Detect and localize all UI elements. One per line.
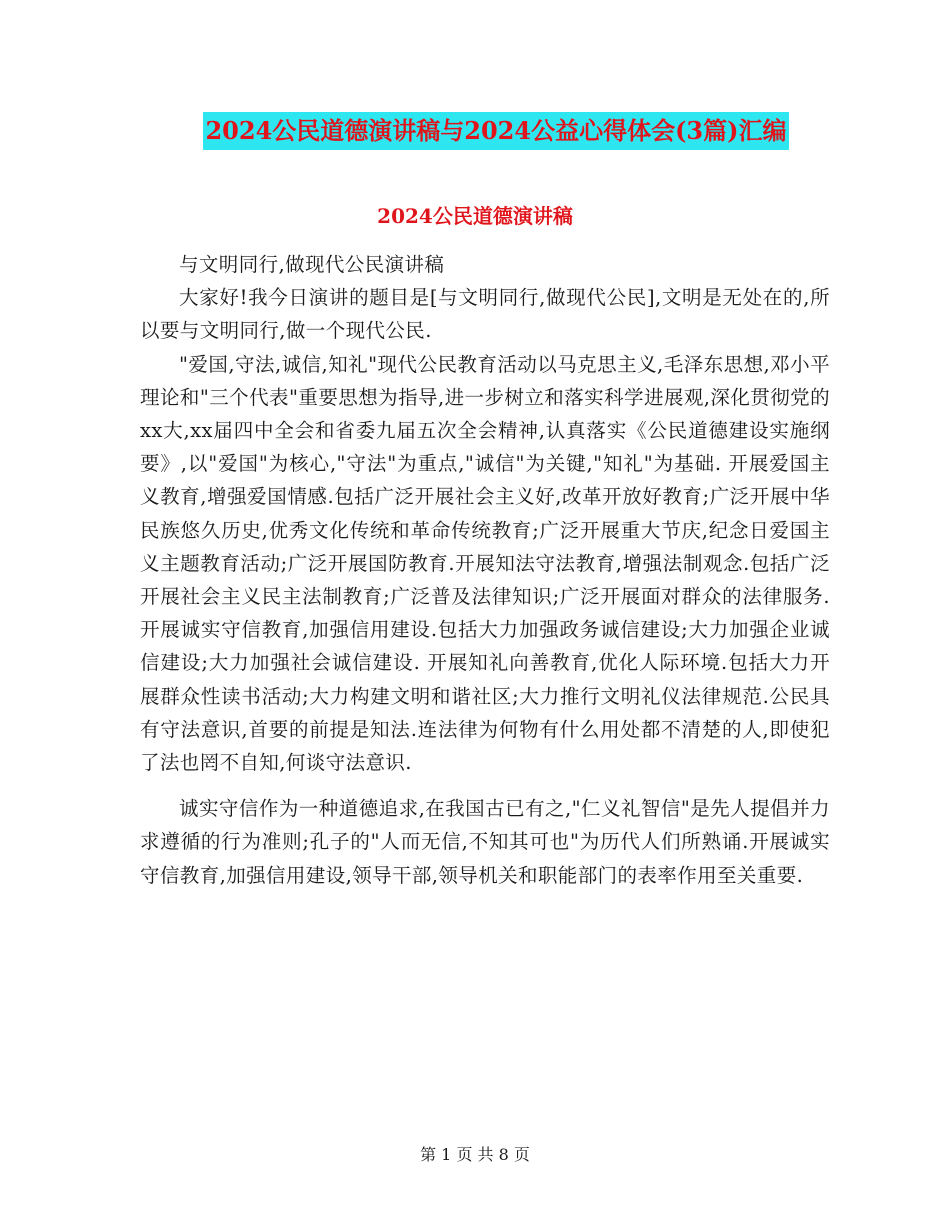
paragraph-subtitle: 与文明同行,做现代公民演讲稿 (179, 253, 445, 276)
paragraph-honesty: 诚实守信作为一种道德追求,在我国古已有之,"仁义礼智信"是先人提倡并力求遵循的行为准则;孔子的"人而无信,不知其可也"为历代人们所熟诵.开展诚实守信教育,加强信用建设,领导干部,领导机关和职能部门的表率作用至关重要. (140, 797, 830, 887)
paragraph-greeting: 大家好!我今日演讲的题目是[与文明同行,做现代公民],文明是无处在的,所以要与文明同行,做一个现代公民. (140, 286, 830, 343)
paragraph-main: "爱国,守法,诚信,知礼"现代公民教育活动以马克思主义,毛泽东思想,邓小平理论和"三个代表"重要思想为指导,进一步树立和落实科学进展观,深化贯彻党的xx大,xx届四中全会和省委九届五次全会精神,认真落实《公民道德建设实施纲要》,以"爱国"为核心,"守法"为重点,"诚信"为关键,"知礼"为基础. 开展爱国主义教育,增强爱国情感.包括广泛开展社会主义好,改革开放好教育;广泛开展中华民族悠久历史,优秀文化传统和革命传统教育;广泛开展重大节庆,纪念日爱国主义主题教育活动;广泛开展国防教育.开展知法守法教育,增强法制观念.包括广泛开展社会主义民主法制教育;广泛普及法律知识;广泛开展面对群众的法律服务.开展诚实守信教育,加强信用建设.包括大力加强政务诚信建设;大力加强企业诚信建设;大力加强社会诚信建设. 开展知礼向善教育,优化人际环境.包括大力开展群众性读书活动;大力构建文明和谐社区;大力推行文明礼仪法律规范.公民具有守法意识,首要的前提是知法.连法律为何物有什么用处都不清楚的人,即使犯了法也罔不自知,何谈守法意识. (140, 352, 830, 775)
page-number-footer: 第 1 页 共 8 页 (420, 1145, 530, 1164)
section-title: 2024公民道德演讲稿 (377, 204, 573, 228)
document-body (140, 248, 830, 892)
document-title-container (0, 112, 950, 150)
document-title: 2024公民道德演讲稿与2024公益心得体会(3篇)汇编 (203, 112, 788, 150)
